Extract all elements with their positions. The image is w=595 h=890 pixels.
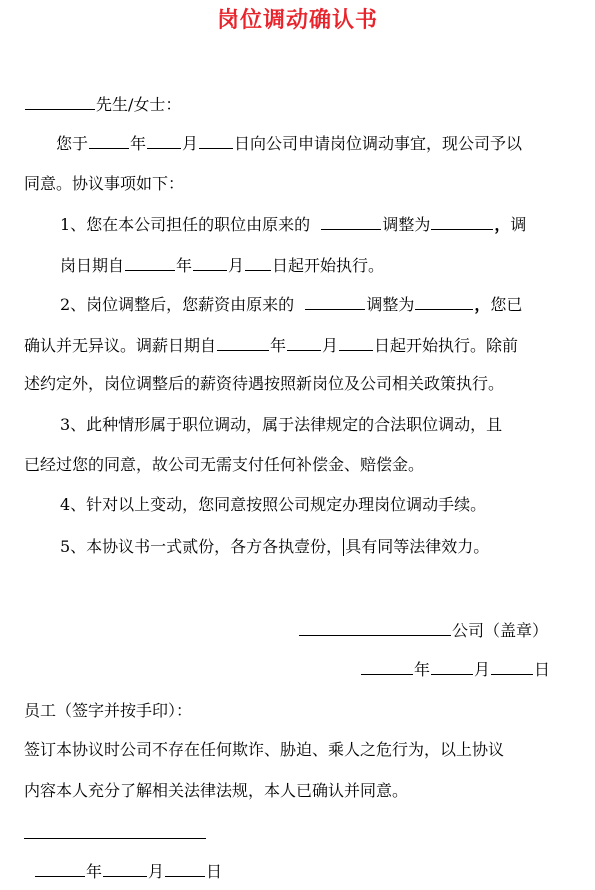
item5-line: 5、本协议书一式贰份，各方各执壹份， 具有同等法律效力。 [60, 537, 490, 556]
name-blank[interactable] [25, 92, 95, 110]
company-seal-line: 公司（盖章） [298, 618, 548, 642]
company-month-blank[interactable] [431, 657, 473, 675]
item2-line-3: 述约定外，岗位调整后的薪资待遇按照新岗位及公司相关政策执行。 [24, 374, 505, 393]
salary-year-blank[interactable] [217, 333, 269, 351]
item3-line-1: 3、此种情形属于职位调动，属于法律规定的合法职位调动，且 [60, 415, 503, 434]
new-salary-blank[interactable] [415, 292, 473, 310]
item2-line-2: 确认并无异议。调薪日期自 年 月 日起开始执行。除前 [24, 333, 518, 357]
employee-statement-1: 签订本协议时公司不存在任何欺诈、胁迫、乘人之危行为，以上协议 [24, 740, 505, 759]
company-year-blank[interactable] [361, 657, 413, 675]
company-name-blank[interactable] [299, 618, 451, 636]
item3-line-2: 已经过您的同意，故公司无需支付任何补偿金、赔偿金。 [24, 455, 425, 474]
item4-line: 4、针对以上变动，您同意按照公司规定办理岗位调动手续。 [60, 495, 487, 514]
new-position-blank[interactable] [431, 212, 493, 230]
employee-date-line: 年 月 日 [34, 859, 222, 883]
item1-line-2: 岗日期自 年 月 日起开始执行。 [60, 253, 384, 277]
company-date-line: 年 月 日 [360, 657, 550, 681]
salary-day-blank[interactable] [339, 333, 373, 351]
original-position-blank[interactable] [321, 212, 381, 230]
intro-line-1: 您于 年 月 日向公司申请岗位调动事宜，现公司予以 [56, 131, 522, 155]
salutation-line: 先生/女士： [24, 92, 181, 116]
transfer-day-blank[interactable] [245, 253, 271, 271]
intro-line-2: 同意。协议事项如下： [24, 174, 185, 193]
employee-signature-line[interactable] [24, 838, 206, 839]
transfer-month-blank[interactable] [193, 253, 227, 271]
company-day-blank[interactable] [491, 657, 533, 675]
employee-month-blank[interactable] [103, 859, 147, 877]
salary-month-blank[interactable] [287, 333, 321, 351]
original-salary-blank[interactable] [305, 292, 365, 310]
employee-year-blank[interactable] [35, 859, 85, 877]
document-title: 岗位调动确认书 [216, 7, 378, 33]
employee-day-blank[interactable] [165, 859, 205, 877]
apply-month-blank[interactable] [147, 131, 181, 149]
item1-line-1: 1、您在本公司担任的职位由原来的 调整为 ，调 [60, 212, 526, 236]
employee-statement-2: 内容本人充分了解相关法律法规，本人已确认并同意。 [24, 781, 409, 800]
item2-line-1: 2、岗位调整后，您薪资由原来的 调整为 ，您已 [60, 292, 522, 316]
apply-day-blank[interactable] [199, 131, 233, 149]
employee-label: 员工（签字并按手印）： [24, 701, 193, 720]
apply-year-blank[interactable] [89, 131, 129, 149]
transfer-year-blank[interactable] [125, 253, 175, 271]
